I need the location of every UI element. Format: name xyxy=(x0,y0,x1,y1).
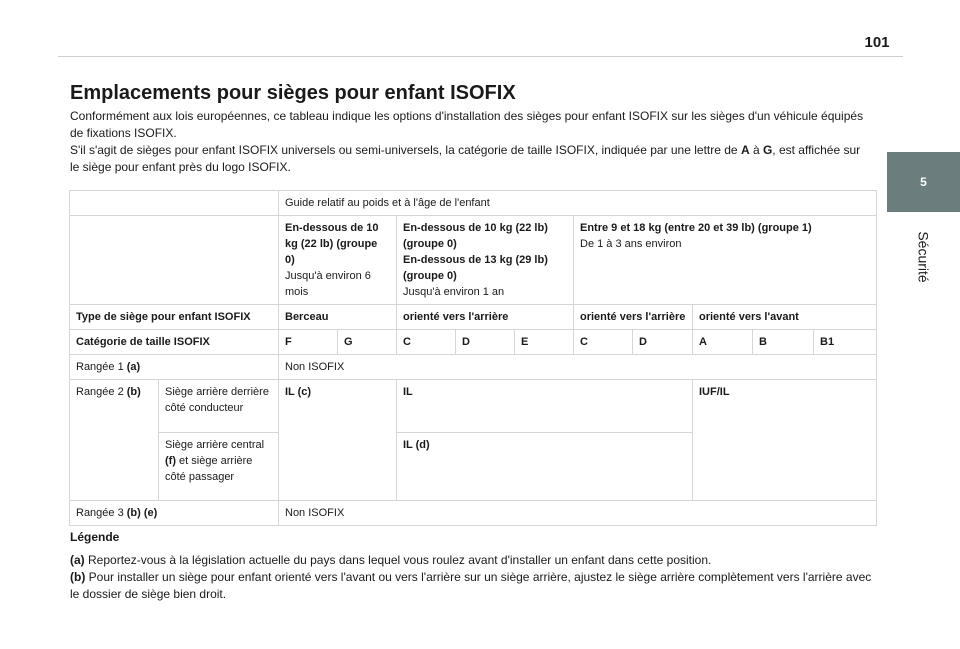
group0a-cell xyxy=(279,216,397,305)
guide-header-cell: Guide relatif au poids et à l'âge de l'enfant xyxy=(279,191,877,216)
seat-center-text: Siège arrière central xyxy=(165,439,265,451)
legend-key-a: (a) xyxy=(70,553,85,567)
table-cell-empty xyxy=(70,216,279,305)
seat-driver-side-cell: Siège arrière derrière côté conducteur xyxy=(159,380,279,433)
row3-label-cell xyxy=(70,501,279,526)
row2-il-d-cell: IL (d) xyxy=(397,433,693,501)
row1-value-cell: Non ISOFIX xyxy=(279,355,877,380)
size-value-cell: G xyxy=(338,330,397,355)
group1-age: De 1 à 3 ans environ xyxy=(580,238,682,250)
table-row xyxy=(70,355,877,380)
row1-label-cell xyxy=(70,355,279,380)
row3-label: Rangée 3 xyxy=(76,507,127,519)
intro-text-part: à xyxy=(749,143,763,157)
row1-label: Rangée 1 xyxy=(76,361,127,373)
table-row xyxy=(70,330,877,355)
legend-title: Légende xyxy=(70,530,120,544)
size-value-cell: B1 xyxy=(814,330,877,355)
seat-center-note: (f) xyxy=(165,455,176,467)
legend-key-b: (b) xyxy=(70,570,86,584)
type-label-cell: Type de siège pour enfant ISOFIX xyxy=(70,305,279,330)
chapter-tab-label-text: Sécurité xyxy=(915,231,932,283)
row3-note: (b) (e) xyxy=(126,507,158,519)
table-row xyxy=(70,191,877,216)
size-value-cell: A xyxy=(693,330,753,355)
isofix-table xyxy=(69,190,877,526)
group1-title: Entre 9 et 18 kg (entre 20 et 39 lb) (groupe 1) xyxy=(580,222,812,234)
row2-label: Rangée 2 xyxy=(76,386,127,398)
size-value-cell: C xyxy=(574,330,633,355)
row2-il-cell: IL xyxy=(397,380,693,433)
legend-item-a xyxy=(70,552,880,569)
page-title: Emplacements pour sièges pour enfant ISOFIX xyxy=(70,82,516,104)
row2-label-cell xyxy=(70,380,159,501)
type-value-cell: orienté vers l'avant xyxy=(693,305,877,330)
page-number: 101 xyxy=(864,34,890,51)
legend-item-b xyxy=(70,569,880,603)
row2-note: (b) xyxy=(126,386,141,398)
table-row xyxy=(70,216,877,305)
row2-il-c-cell: IL (c) xyxy=(279,380,397,501)
size-value-cell: C xyxy=(397,330,456,355)
group0b-title-1: En-dessous de 10 kg (22 lb) (groupe 0) xyxy=(403,222,548,250)
group1-cell xyxy=(574,216,877,305)
size-value-cell: E xyxy=(515,330,574,355)
size-value-cell: B xyxy=(753,330,814,355)
type-value-cell: Berceau xyxy=(279,305,397,330)
group0b-cell xyxy=(397,216,574,305)
chapter-tab-number[interactable]: 5 xyxy=(887,152,960,212)
row2-iuf-il-cell: IUF/IL xyxy=(693,380,877,501)
group0a-title: En-dessous de 10 kg (22 lb) (groupe 0) xyxy=(285,222,379,266)
chapter-tab-label xyxy=(887,212,960,302)
intro-paragraph-2 xyxy=(70,142,870,176)
type-value-cell: orienté vers l'arrière xyxy=(397,305,574,330)
size-value-cell: D xyxy=(456,330,515,355)
legend-text-b: Pour installer un siège pour enfant orienté vers l'avant ou vers l'arrière sur un siège arrière, ajustez le siège arrière complètement vers l'arrière avec le dossier de siège bien droit. xyxy=(70,570,872,601)
group0a-age: Jusqu'à environ 6 mois xyxy=(285,270,371,298)
size-value-cell: D xyxy=(633,330,693,355)
size-letter-a: A xyxy=(740,143,750,157)
row3-value-cell: Non ISOFIX xyxy=(279,501,877,526)
table-row xyxy=(70,380,877,433)
intro-text xyxy=(70,108,870,176)
seat-center-text: et siège arrière côté passager xyxy=(165,455,253,483)
row1-note: (a) xyxy=(126,361,141,373)
header-divider xyxy=(58,56,903,57)
group0b-title-2: En-dessous de 13 kg (29 lb) (groupe 0) xyxy=(403,254,548,282)
legend-text-a: Reportez-vous à la législation actuelle du pays dans lequel vous roulez avant d'installer un enfant dans cette position. xyxy=(84,553,712,567)
intro-text-part: , est affichée sur le siège pour enfant près du logo ISOFIX. xyxy=(70,143,861,174)
seat-center-cell xyxy=(159,433,279,501)
size-letter-g: G xyxy=(762,143,773,157)
intro-text-part: S'il s'agit de sièges pour enfant ISOFIX universels ou semi-universels, la catégorie de taille ISOFIX, indiquée par une lettre de xyxy=(70,143,741,157)
intro-paragraph-1: Conformément aux lois européennes, ce tableau indique les options d'installation des sièges pour enfant ISOFIX sur les sièges d'un véhicule équipés de fixations ISOFIX. xyxy=(70,109,864,140)
table-row xyxy=(70,501,877,526)
table-row xyxy=(70,305,877,330)
type-value-cell: orienté vers l'arrière xyxy=(574,305,693,330)
legend-text xyxy=(70,552,880,603)
group0b-age: Jusqu'à environ 1 an xyxy=(403,286,505,298)
size-label-cell: Catégorie de taille ISOFIX xyxy=(70,330,279,355)
table-cell-empty xyxy=(70,191,279,216)
size-value-cell: F xyxy=(279,330,338,355)
